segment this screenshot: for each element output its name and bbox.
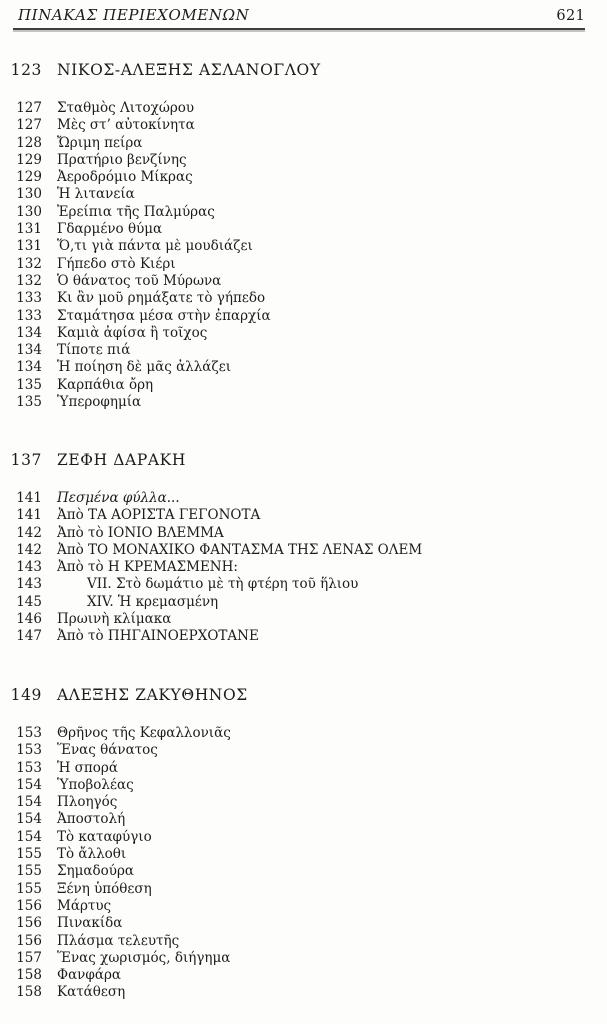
section-page-number: 149 [10, 686, 42, 704]
entry-page-number: 153 [16, 759, 42, 776]
entry-title: Ἡ λιτανεία [57, 186, 135, 203]
toc-entry [0, 984, 597, 1001]
toc-entry [0, 576, 597, 593]
toc-entry [0, 117, 597, 134]
entry-title: Κι ἂν μοῦ ρημάξατε τὸ γήπεδο [57, 290, 266, 307]
entry-page-number: 131 [16, 221, 42, 238]
section-author-name: ΖΕΦΗ ΔΑΡΑΚΗ [57, 451, 186, 469]
entry-title: Ἀεροδρόμιο Μίκρας [57, 169, 193, 186]
toc-entry [0, 794, 597, 811]
entry-title: Ἀπὸ τὸ ΠΗΓΑΙΝΟΕΡΧΟΤΑΝΕ [57, 628, 259, 645]
entry-title: Ἀπὸ ΤΑ ΑΟΡΙΣΤΑ ΓΕΓΟΝΟΤΑ [57, 507, 261, 524]
entry-title: Ἀπὸ τὸ Η ΚΡΕΜΑΣΜΕΝΗ: [57, 559, 238, 576]
entry-page-number: 130 [16, 203, 42, 220]
entry-page-number: 156 [16, 932, 42, 949]
toc-entry [0, 967, 597, 984]
entry-page-number: 127 [16, 100, 42, 116]
entry-page-number: 153 [16, 742, 42, 759]
entry-page-number: 146 [16, 611, 42, 628]
toc-section [0, 685, 597, 1002]
toc-entries [0, 490, 597, 646]
entry-page-number: 154 [16, 811, 42, 828]
toc-entry [0, 525, 597, 542]
entry-title: Ὑπεροφημία [57, 394, 142, 411]
entry-title: Θρῆνος τῆς Κεφαλλονιᾶς [57, 725, 231, 741]
toc-entry [0, 377, 597, 394]
toc-entry [0, 204, 597, 221]
entry-title: Ἀπὸ τὸ ΙΟΝΙΟ ΒΛΕΜΜΑ [57, 524, 224, 541]
entry-title: Ἀποστολή [57, 811, 126, 828]
entry-title: Ὅ,τι γιὰ πάντα μὲ μουδιάζει [57, 238, 253, 255]
toc-entry [0, 221, 597, 238]
toc-entry [0, 915, 597, 932]
toc-entry [0, 507, 597, 524]
entry-title: Ἕνας χωρισμός, διήγημα [57, 949, 231, 966]
entry-page-number: 143 [16, 576, 42, 593]
entry-title: Μὲς στ’ αὐτοκίνητα [57, 117, 195, 134]
entry-page-number: 132 [16, 272, 42, 289]
entry-page-number: 156 [16, 897, 42, 914]
entry-page-number: 141 [16, 507, 42, 524]
entry-title: XIV. Ἡ κρεμασμένη [87, 593, 219, 610]
toc-entry [0, 169, 597, 186]
entry-title: Ὑποβολέας [57, 776, 134, 793]
entry-title: Τίποτε πιά [57, 342, 131, 359]
entry-page-number: 154 [16, 776, 42, 793]
entry-page-number: 158 [16, 984, 42, 1001]
entry-page-number: 128 [16, 134, 42, 151]
entry-page-number: 134 [16, 342, 42, 359]
entry-title: Μάρτυς [57, 897, 112, 914]
entry-title: Πλοηγός [57, 794, 118, 811]
toc-entry [0, 238, 597, 255]
entry-title: Τὸ καταφύγιο [57, 828, 152, 845]
entry-page-number: 129 [16, 151, 42, 168]
entry-page-number: 130 [16, 186, 42, 203]
entry-title: Σταμάτησα μέσα στὴν ἐπαρχία [57, 307, 271, 324]
entry-title: Πρωινὴ κλίμακα [57, 611, 172, 628]
entry-page-number: 155 [16, 863, 42, 880]
toc-entry [0, 950, 597, 967]
toc-entries [0, 725, 597, 1002]
entry-title: Πλάσμα τελευτῆς [57, 932, 180, 949]
toc-entry [0, 135, 597, 152]
entry-title: Τὸ ἄλλοθι [57, 846, 127, 863]
toc-entry [0, 490, 597, 507]
section-page-number: 123 [10, 61, 42, 79]
toc-entry [0, 152, 597, 169]
toc-entries [0, 100, 597, 411]
entry-title: Πινακίδα [57, 915, 123, 932]
entry-page-number: 134 [16, 359, 42, 376]
entry-title: Φανφάρα [57, 967, 122, 984]
toc-entry [0, 881, 597, 898]
entry-page-number: 147 [16, 628, 42, 645]
entry-title: Καμιὰ ἀφίσα ἢ τοῖχος [57, 324, 208, 341]
entry-title: Γδαρμένο θύμα [57, 221, 163, 238]
toc-entry [0, 256, 597, 273]
entry-page-number: 133 [16, 307, 42, 324]
header-rule [13, 28, 585, 30]
toc-entry [0, 394, 597, 411]
running-head-page-number: 621 [556, 8, 585, 24]
toc-entry [0, 325, 597, 342]
entry-title: Γήπεδο στὸ Κιέρι [57, 255, 176, 272]
toc-entry [0, 594, 597, 611]
entry-page-number: 154 [16, 828, 42, 845]
entry-page-number: 135 [16, 376, 42, 393]
entry-page-number: 127 [16, 117, 42, 134]
toc-entry [0, 559, 597, 576]
entry-title: Ὤριμη πείρα [57, 134, 143, 151]
entry-title: Ἡ σπορά [57, 759, 118, 776]
toc-entry [0, 933, 597, 950]
toc-entry [0, 863, 597, 880]
entry-page-number: 156 [16, 915, 42, 932]
toc-section [0, 60, 597, 411]
section-page-number: 137 [10, 451, 42, 469]
toc-section [0, 450, 597, 646]
toc-entry [0, 725, 597, 742]
entry-title: Σημαδούρα [57, 863, 135, 880]
toc-section-heading [0, 685, 597, 705]
entry-page-number: 129 [16, 169, 42, 186]
toc-entry [0, 829, 597, 846]
entry-page-number: 145 [16, 593, 42, 610]
toc-entry [0, 846, 597, 863]
toc-entry [0, 342, 597, 359]
toc-entry [0, 611, 597, 628]
entry-page-number: 132 [16, 255, 42, 272]
entry-page-number: 143 [16, 559, 42, 576]
entry-title: Σταθμὸς Λιτοχώρου [57, 100, 195, 116]
toc-entry [0, 290, 597, 307]
toc-entry [0, 898, 597, 915]
running-head-title: ΠΙΝΑΚΑΣ ΠΕΡΙΕΧΟΜΕΝΩΝ [18, 6, 250, 24]
entry-page-number: 141 [16, 490, 42, 506]
toc-entry [0, 628, 597, 645]
toc-entry [0, 186, 597, 203]
toc-section-heading [0, 450, 597, 470]
entry-page-number: 154 [16, 794, 42, 811]
toc-section-heading [0, 60, 597, 80]
entry-title: Ξένη ὑπόθεση [57, 880, 152, 897]
toc-entry [0, 359, 597, 376]
entry-title: Πεσμένα φύλλα... [57, 490, 180, 506]
entry-title: Ἕνας θάνατος [57, 742, 158, 759]
toc-entry [0, 273, 597, 290]
entry-title: Καρπάθια ὄρη [57, 376, 154, 393]
entry-title: Πρατήριο βενζίνης [57, 151, 187, 168]
entry-page-number: 155 [16, 846, 42, 863]
entry-title: Ἡ ποίηση δὲ μᾶς ἀλλάζει [57, 359, 232, 376]
entry-page-number: 153 [16, 725, 42, 741]
toc-entry [0, 308, 597, 325]
entry-page-number: 133 [16, 290, 42, 307]
entry-title: Ὁ θάνατος τοῦ Μύρωνα [57, 272, 222, 289]
toc-entry [0, 760, 597, 777]
entry-title: Ἐρείπια τῆς Παλμύρας [57, 203, 215, 220]
entry-page-number: 155 [16, 880, 42, 897]
entry-page-number: 157 [16, 949, 42, 966]
entry-title: Ἀπὸ ΤΟ ΜΟΝΑΧΙΚΟ ΦΑΝΤΑΣΜΑ ΤΗΣ ΛΕΝΑΣ ΟΛΕΜ [57, 541, 423, 558]
entry-title: VII. Στὸ δωμάτιο μὲ τὴ φτέρη τοῦ ἥλιου [87, 576, 359, 593]
entry-page-number: 142 [16, 524, 42, 541]
section-author-name: ΑΛΕΞΗΣ ΖΑΚΥΘΗΝΟΣ [57, 686, 248, 704]
entry-page-number: 135 [16, 394, 42, 411]
toc-entry [0, 100, 597, 117]
entry-page-number: 158 [16, 967, 42, 984]
toc-entry [0, 742, 597, 759]
entry-page-number: 134 [16, 324, 42, 341]
section-author-name: ΝΙΚΟΣ-ΑΛΕΞΗΣ ΑΣΛΑΝΟΓΛΟΥ [57, 61, 321, 79]
toc-entry [0, 542, 597, 559]
entry-title: Κατάθεση [57, 984, 126, 1001]
entry-page-number: 142 [16, 541, 42, 558]
toc-entry [0, 811, 597, 828]
entry-page-number: 131 [16, 238, 42, 255]
running-head [18, 6, 585, 24]
toc-entry [0, 777, 597, 794]
